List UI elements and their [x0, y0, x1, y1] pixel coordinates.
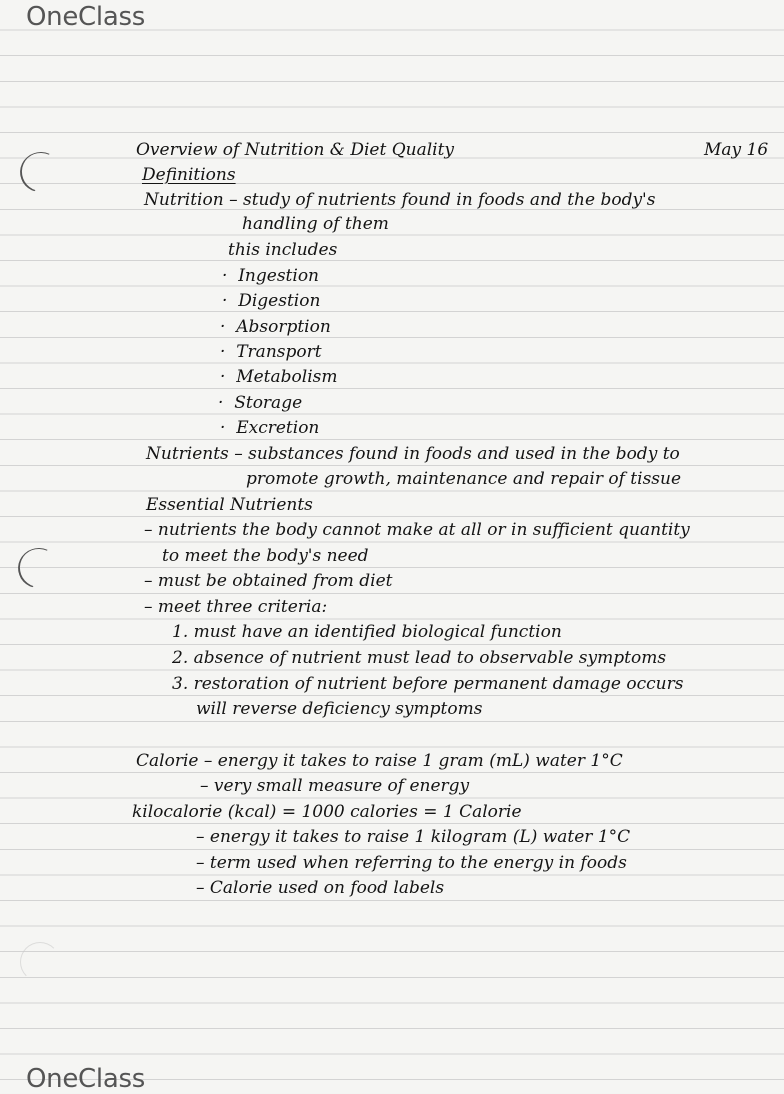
essential-point-continued: to meet the body's need — [162, 546, 369, 566]
nutrients-definition-line1: Nutrients – substances found in foods and used in the body to — [146, 444, 680, 464]
calorie-definition: Calorie – energy it takes to raise 1 gram (mL) water 1°C — [136, 751, 623, 771]
kilocalorie-definition: kilocalorie (kcal) = 1000 calories = 1 Calorie — [132, 802, 522, 822]
essential-nutrients-heading: Essential Nutrients — [146, 495, 313, 515]
process-item: · Metabolism — [220, 367, 338, 387]
nutrition-definition-line1: Nutrition – study of nutrients found in foods and the body's — [144, 190, 656, 210]
binder-hole-bottom — [20, 942, 60, 982]
kilocalorie-subpoint: – Calorie used on food labels — [196, 878, 445, 898]
kilocalorie-subpoint: – term used when referring to the energy in foods — [196, 853, 627, 873]
section-heading: Definitions — [142, 165, 236, 185]
oneclass-logo-bottom: OneClass — [26, 1064, 145, 1094]
criteria-item: 2. absence of nutrient must lead to observable symptoms — [172, 648, 667, 668]
criteria-item: 1. must have an identified biological function — [172, 622, 562, 642]
process-item: · Absorption — [220, 317, 331, 337]
oneclass-logo-top: OneClass — [26, 2, 145, 32]
essential-point: – must be obtained from diet — [144, 571, 393, 591]
process-item: · Transport — [220, 342, 322, 362]
essential-point: – nutrients the body cannot make at all or in sufficient quantity — [144, 520, 690, 540]
process-item: · Ingestion — [222, 266, 320, 286]
calorie-subpoint: – very small measure of energy — [200, 776, 470, 796]
nutrients-definition-line2: promote growth, maintenance and repair of tissue — [246, 469, 682, 489]
process-item: · Excretion — [220, 418, 320, 438]
nutrition-definition-line2: handling of them — [242, 214, 389, 234]
note-title: Overview of Nutrition & Diet Quality — [136, 140, 455, 160]
criteria-item: 3. restoration of nutrient before permanent damage occurs — [172, 674, 684, 694]
includes-label: this includes — [228, 240, 338, 260]
note-date: May 16 — [704, 140, 769, 160]
process-item: · Storage — [218, 393, 303, 413]
kilocalorie-subpoint: – energy it takes to raise 1 kilogram (L) water 1°C — [196, 827, 631, 847]
process-item: · Digestion — [222, 291, 321, 311]
essential-point: – meet three criteria: — [144, 597, 328, 617]
binder-hole-top — [14, 146, 66, 198]
binder-hole-middle — [12, 542, 64, 594]
criteria-item-continued: will reverse deficiency symptoms — [196, 699, 483, 719]
